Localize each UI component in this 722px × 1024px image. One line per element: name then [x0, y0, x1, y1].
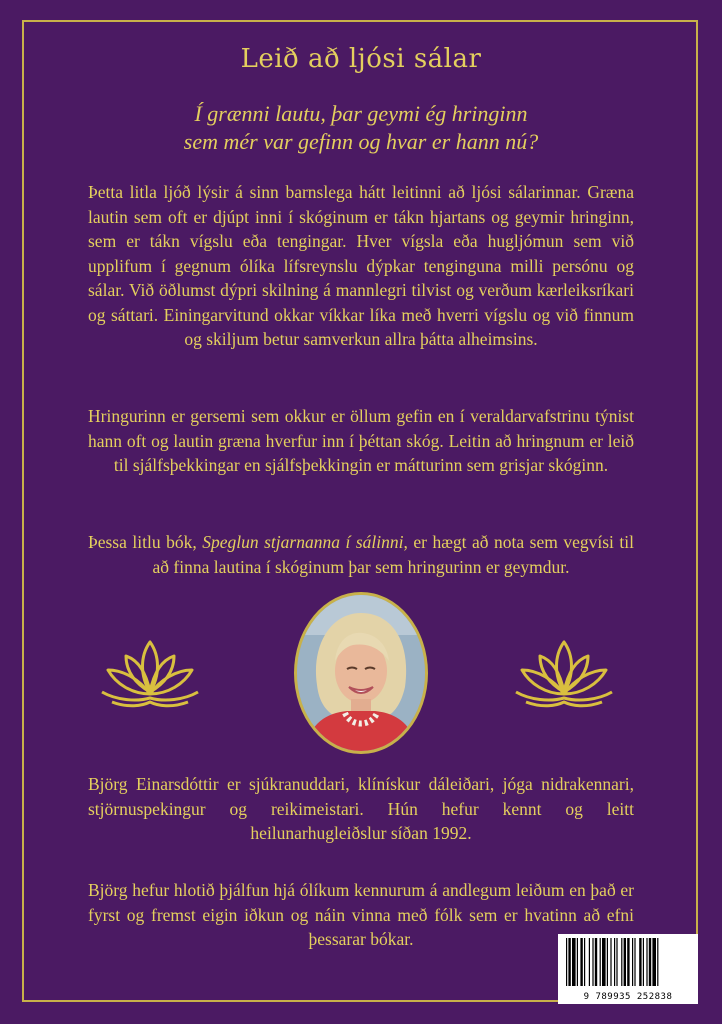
barcode-bar [577, 938, 578, 986]
barcode-bar [652, 938, 656, 986]
portrait-image [297, 595, 425, 751]
barcode-bar [592, 938, 593, 986]
barcode-bar [614, 938, 615, 986]
barcode-bar [607, 938, 608, 986]
paragraph-ring: Hringurinn er gersemi sem okkur er öllum gefin en í veraldarvafstrinu týnist hann oft og lautin græna hverfur inn í þéttan skóg. Leitin að hringnum er leið til sjálfsþekkingar en sjálfsþekkingin er mátturinn sem grisjar skóginn. [88, 406, 634, 475]
lotus-icon [510, 636, 618, 712]
paragraph-book [88, 530, 634, 579]
page-title: Leið að ljósi sálar [240, 44, 482, 74]
isbn-digits: 9 789935 252838 [583, 992, 673, 1002]
paragraph-book-end: , er hægt að nota sem vegvísi til að finna lautina í skóginum þar sem hringurinn er geymdur. [152, 532, 634, 577]
poem-line: sem mér var gefinn og hvar er hann nú? [183, 129, 539, 154]
barcode-bar [595, 938, 597, 986]
author-portrait [294, 592, 428, 754]
barcode-bar [639, 938, 641, 986]
page-border [22, 20, 698, 1002]
barcode-bar [627, 938, 629, 986]
book-title: Speglun stjarnanna í sálinni [202, 532, 404, 552]
barcode-bar [621, 938, 622, 986]
barcode-bar [646, 938, 647, 986]
author-training: Björg hefur hlotið þjálfun hjá ólíkum kennurum á andlegum leiðum en það er fyrst og fremst eigin iðkun og náin vinna með fólk sem er hvatinn að efni þessarar bókar. [88, 880, 634, 949]
barcode-bar [600, 938, 601, 986]
lotus-icon [96, 636, 204, 712]
poem-line: Í grænni lautu, þar geymi ég hringinn [194, 101, 528, 126]
author-bio: Björg Einarsdóttir er sjúkranuddari, klínískur dáleiðari, jóga nidrakennari, stjörnuspekingur og reikimeistari. Hún hefur kennt og leitt heilunarhugleiðslur síðan 1992. [88, 774, 634, 843]
barcode-bar [602, 938, 606, 986]
barcode-bar [616, 938, 617, 986]
barcode-bar [568, 938, 570, 986]
barcode-bars [558, 934, 698, 990]
barcode-bar [632, 938, 633, 986]
barcode-bar [624, 938, 626, 986]
barcode-bar [584, 938, 585, 986]
barcode-bar [610, 938, 611, 986]
barcode-bar [580, 938, 582, 986]
barcode-bar [566, 938, 567, 986]
barcode-bar [649, 938, 651, 986]
barcode-bar [643, 938, 644, 986]
paragraph-intro: Þetta litla ljóð lýsir á sinn barnslega hátt leitinni að ljósi sálarinnar. Græna lautin sem oft er djúpt inni í skóginum er tákn hjartans og geymir hringinn, sem er tákn vígslu eða tengingar. Hver vígsla eða hugljómun sem við upplifum í gegnum ólíka lífsreynslu dýpkar tenginguna milli persónu og sálar. Við öðlumst dýpri skilning á mannlegri tilvist og verðum kærleiksríkari og sáttari. Einingarvitund okkar víkkar líka með hverri vígslu og við finnum og skiljum betur samverkun allra þátta alheimsins. [88, 182, 634, 349]
barcode-bar [634, 938, 635, 986]
barcode-bar [572, 938, 576, 986]
paragraph-book-start: Þessa litlu bók, [88, 532, 203, 552]
poem [0, 100, 722, 156]
barcode-bar [589, 938, 590, 986]
isbn-barcode [558, 934, 698, 1004]
barcode-bar [657, 938, 658, 986]
